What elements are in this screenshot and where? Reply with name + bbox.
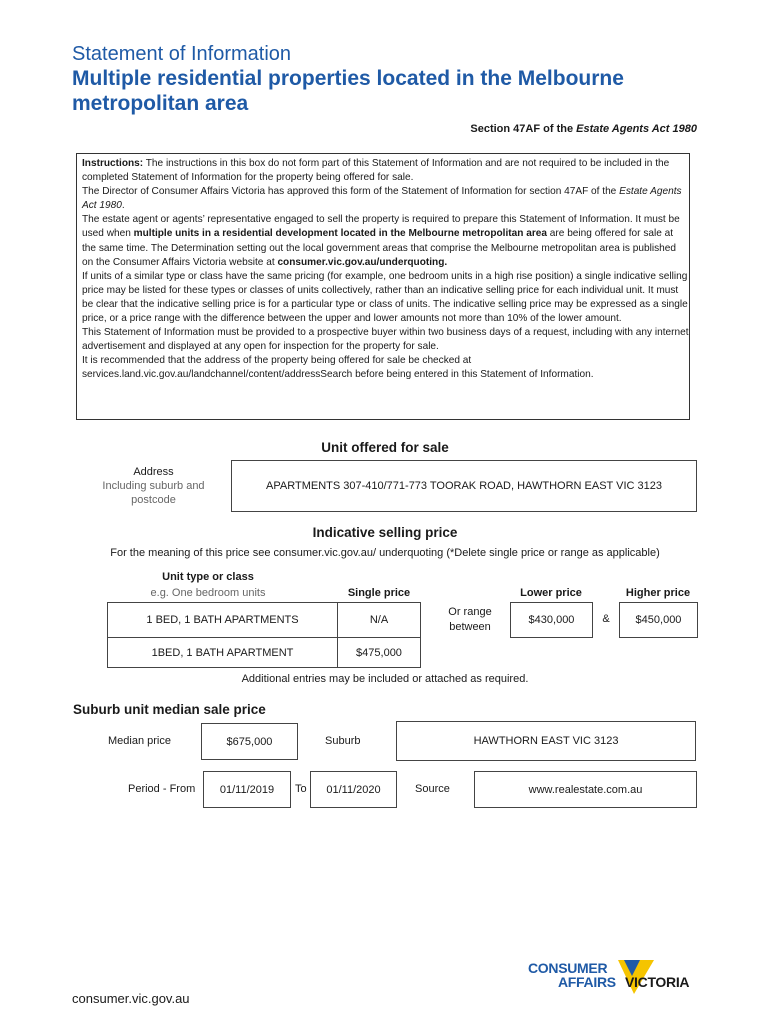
unit-type-cell-1[interactable]: 1 BED, 1 BATH APARTMENTS — [107, 602, 338, 638]
indicative-meaning: For the meaning of this price see consumer.vic.gov.au/ underquoting (*Delete single price or range as applicable) — [110, 547, 660, 559]
single-price-cell-1[interactable]: N/A — [337, 602, 421, 638]
unit-offered-heading: Unit offered for sale — [321, 440, 449, 455]
unit-type-header: Unit type or class — [162, 571, 254, 583]
between-text: between — [449, 621, 491, 633]
instructions-label: Instructions: — [82, 158, 144, 169]
suburb-label: Suburb — [325, 735, 361, 747]
instructions-text-2-end: . — [121, 200, 125, 212]
single-price-cell-2[interactable]: $475,000 — [337, 637, 421, 668]
address-label-block — [90, 465, 217, 507]
lower-price-header: Lower price — [520, 587, 582, 599]
instructions-paragraph-5: This Statement of Information must be provided to a prospective buyer within two business days of a request, including with any internet advertisement and displayed at any open for inspection for the property for sale. — [82, 327, 689, 353]
higher-price-header: Higher price — [625, 587, 691, 599]
period-to-label: To — [295, 783, 307, 795]
underquoting-link[interactable]: consumer.vic.gov.au/underquoting. — [277, 256, 448, 268]
instructions-paragraph-3 — [82, 213, 689, 269]
section-act: Estate Agents Act 1980 — [576, 123, 697, 135]
unit-type-example: e.g. One bedroom units — [150, 587, 266, 599]
period-to-field[interactable]: 01/11/2020 — [310, 771, 397, 808]
median-price-field[interactable]: $675,000 — [201, 723, 298, 760]
logo-victoria: VICTORIA — [625, 974, 690, 990]
section-reference — [360, 123, 697, 135]
median-heading: Suburb unit median sale price — [73, 702, 266, 717]
ampersand: & — [602, 613, 610, 625]
source-field[interactable]: www.realestate.com.au — [474, 771, 697, 808]
address-field[interactable]: APARTMENTS 307-410/771-773 TOORAK ROAD, HAWTHORN EAST VIC 3123 — [231, 460, 697, 512]
lower-price-cell-1[interactable]: $430,000 — [510, 602, 593, 638]
instructions-text-1: The instructions in this box do not form part of this Statement of Information and are not required to be included in the completed Statement of Information for the property being offered for sale. — [82, 158, 670, 184]
logo-affairs: AFFAIRS — [558, 974, 616, 990]
or-range-label — [432, 605, 508, 635]
instructions-text-3b: are being offered for sale at the same time. The Determination setting out the local government areas that comprise the Melbourne metropolitan area is published on the Consumer Affairs Victoria website at — [82, 228, 676, 268]
address-sublabel-2: postcode — [131, 494, 176, 506]
instructions-act: Estate Agents Act 1980 — [82, 186, 682, 212]
instructions-box — [76, 153, 690, 420]
instructions-paragraph-4: If units of a similar type or class have the same pricing (for example, one bedroom units in a high rise position) a single indicative selling price may be listed for these types or classes of units collectively, rather than an indicative selling price for each individual unit. It must be clear that the indicative selling price is for a particular type or class of units. The indicative selling price may be expressed as a single price, or a price range with the difference between the upper and lower amounts not more than 10% of the lower amount. — [82, 270, 688, 325]
address-sublabel-1: Including suburb and — [102, 480, 205, 492]
higher-price-cell-1[interactable]: $450,000 — [619, 602, 698, 638]
instructions-paragraph-2 — [82, 185, 689, 213]
footer-url[interactable]: consumer.vic.gov.au — [72, 991, 190, 1006]
source-label: Source — [415, 783, 450, 795]
period-from-label: Period - From — [128, 783, 196, 795]
suburb-field[interactable]: HAWTHORN EAST VIC 3123 — [396, 721, 696, 761]
instructions-text-3-bold: multiple units in a residential development located in the Melbourne metropolitan area — [133, 228, 547, 240]
instructions-text-3a: The estate agent or agents’ representative engaged to sell the property is required to prepare this Statement of Information. It must be used when — [82, 214, 680, 240]
logo-consumer: CONSUMER — [528, 960, 608, 976]
instructions-text-2: The Director of Consumer Affairs Victoria has approved this form of the Statement of Information for section 47AF of the — [82, 186, 620, 198]
additional-entries-note: Additional entries may be included or attached as required. — [241, 673, 529, 685]
document-subtitle: Multiple residential properties located in the Melbourne metropolitan area — [72, 67, 624, 115]
consumer-affairs-victoria-logo — [528, 958, 703, 1004]
document-title: Statement of Information — [72, 43, 292, 65]
section-prefix: Section 47AF of the — [470, 123, 577, 135]
instructions-paragraph-6: It is recommended that the address of the property being offered for sale be checked at services.land.vic.gov.au/landchannel/content/addressSearch before being entered in this Statement of Information. — [82, 355, 594, 381]
indicative-price-heading: Indicative selling price — [312, 525, 458, 540]
address-label: Address — [133, 466, 174, 478]
or-range-text: Or range — [448, 606, 492, 618]
period-from-field[interactable]: 01/11/2019 — [203, 771, 291, 808]
single-price-header: Single price — [347, 587, 411, 599]
instructions-paragraph-1 — [82, 157, 689, 185]
median-price-label: Median price — [108, 735, 171, 747]
unit-type-cell-2[interactable]: 1BED, 1 BATH APARTMENT — [107, 637, 338, 668]
